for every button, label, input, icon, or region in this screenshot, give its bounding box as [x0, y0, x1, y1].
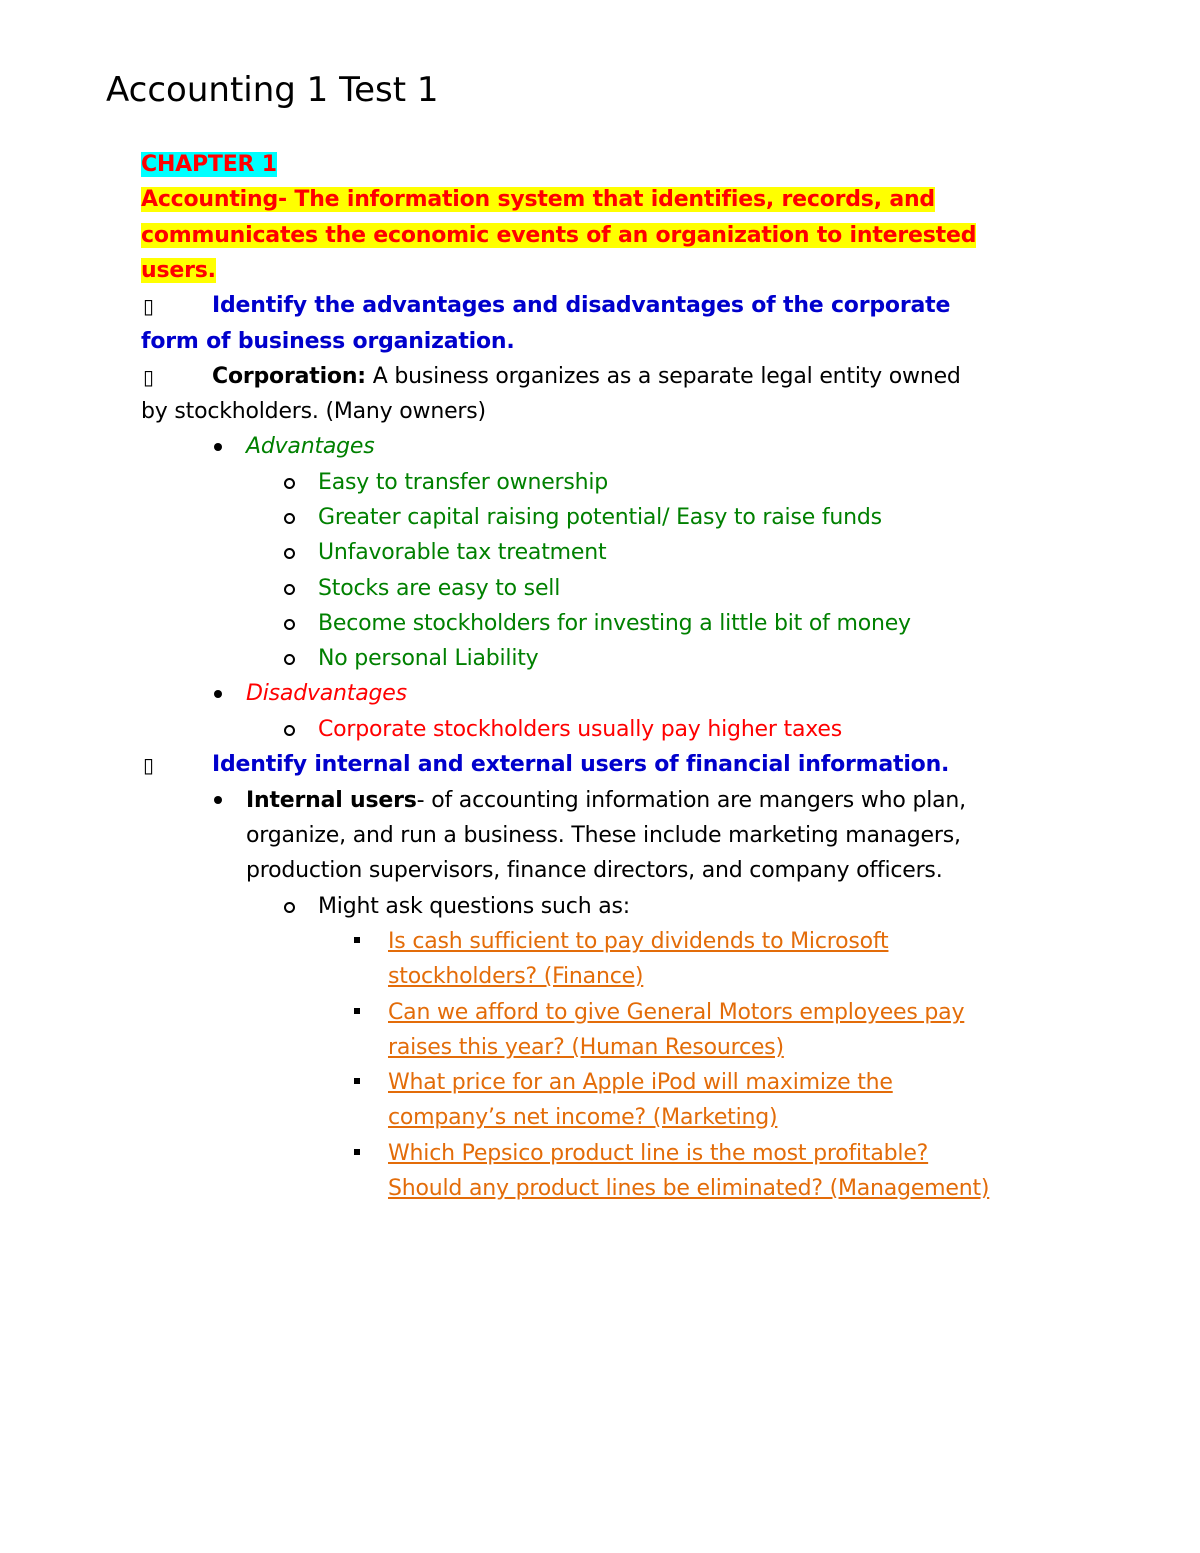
question-line[interactable]: company’s net income? (Marketing): [388, 1105, 778, 1130]
box-bullet-icon: ▯: [143, 365, 155, 389]
question-line[interactable]: raises this year? (Human Resources): [388, 1035, 784, 1060]
chapter-heading: [141, 151, 277, 179]
internal-users-line-2: organize, and run a business. These include marketing managers,: [246, 823, 961, 848]
circle-bullet-icon: [284, 478, 295, 489]
question-line[interactable]: stockholders? (Finance): [388, 964, 644, 989]
corporation-line-1: [212, 363, 961, 391]
internal-users-line-1: [246, 787, 966, 815]
objective-2: Identify internal and external users of financial information.: [212, 752, 950, 777]
disadvantage-item: Corporate stockholders usually pay higher taxes: [318, 717, 842, 742]
corporation-line-2: by stockholders. (Many owners): [141, 399, 486, 424]
internal-users-definition: - of accounting information are mangers who plan,: [416, 788, 966, 813]
advantage-item: Stocks are easy to sell: [318, 576, 561, 601]
circle-bullet-icon: [284, 619, 295, 630]
square-bullet-icon: [354, 937, 360, 943]
square-bullet-icon: [354, 1149, 360, 1155]
internal-users-term: Internal users: [246, 788, 417, 813]
definition-text: users.: [141, 258, 216, 283]
advantages-heading: Advantages: [246, 434, 375, 459]
document-title: Accounting 1 Test 1: [106, 70, 439, 110]
square-bullet-icon: [354, 1008, 360, 1014]
box-bullet-icon: ▯: [143, 294, 155, 318]
objective-1-line-1: Identify the advantages and disadvantages of the corporate: [212, 293, 951, 318]
definition-line-1: [141, 186, 935, 214]
advantage-item: Greater capital raising potential/ Easy to raise funds: [318, 505, 882, 530]
bullet-dot-icon: [214, 796, 222, 804]
bullet-dot-icon: [214, 443, 222, 451]
chapter-label: CHAPTER 1: [141, 152, 277, 177]
definition-text: communicates the economic events of an organization to interested: [141, 223, 977, 248]
objective-1-line-2: form of business organization.: [141, 329, 515, 354]
circle-bullet-icon: [284, 513, 295, 524]
disadvantages-heading: Disadvantages: [246, 681, 407, 706]
circle-bullet-icon: [284, 725, 295, 736]
circle-bullet-icon: [284, 548, 295, 559]
circle-bullet-icon: [284, 654, 295, 665]
internal-users-line-3: production supervisors, finance directors, and company officers.: [246, 858, 943, 883]
corporation-definition: A business organizes as a separate legal entity owned: [365, 364, 961, 389]
advantage-item: No personal Liability: [318, 646, 539, 671]
definition-line-3: [141, 257, 216, 285]
box-bullet-icon: ▯: [143, 753, 155, 777]
question-line[interactable]: Is cash sufficient to pay dividends to Microsoft: [388, 929, 889, 954]
advantage-item: Easy to transfer ownership: [318, 470, 609, 495]
circle-bullet-icon: [284, 902, 295, 913]
advantage-item: Become stockholders for investing a little bit of money: [318, 611, 911, 636]
question-line[interactable]: Can we afford to give General Motors employees pay: [388, 1000, 965, 1025]
advantage-item: Unfavorable tax treatment: [318, 540, 607, 565]
circle-bullet-icon: [284, 584, 295, 595]
definition-line-2: [141, 222, 976, 250]
questions-intro: Might ask questions such as:: [318, 894, 630, 919]
bullet-dot-icon: [214, 690, 222, 698]
square-bullet-icon: [354, 1078, 360, 1084]
question-line[interactable]: Which Pepsico product line is the most profitable?: [388, 1141, 929, 1166]
question-line[interactable]: What price for an Apple iPod will maximize the: [388, 1070, 893, 1095]
definition-text: Accounting- The information system that identifies, records, and: [141, 187, 935, 212]
corporation-term: Corporation:: [212, 364, 366, 389]
question-line[interactable]: Should any product lines be eliminated? (Management): [388, 1176, 990, 1201]
